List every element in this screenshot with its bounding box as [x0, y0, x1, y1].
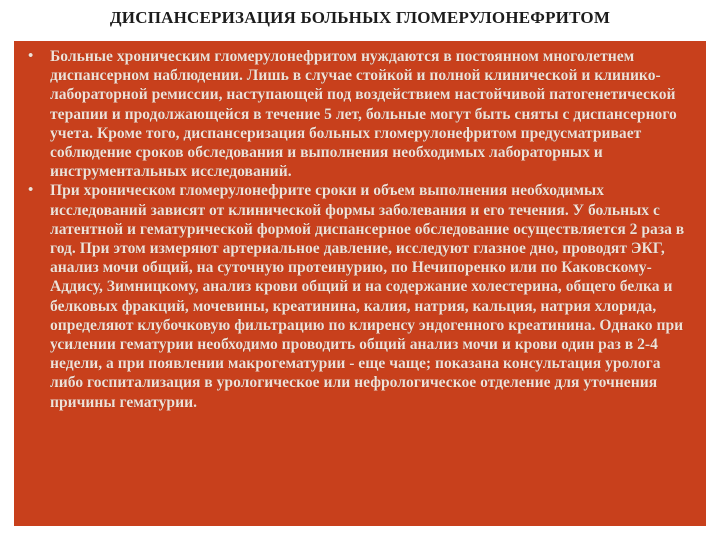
- bullet-icon: •: [28, 182, 34, 199]
- slide-title: ДИСПАНСЕРИЗАЦИЯ БОЛЬНЫХ ГЛОМЕРУЛОНЕФРИТОМ: [109, 8, 611, 27]
- bullet-text-2: При хроническом гломерулонефрите сроки и объем выполнения необходимых исследований зависят от клинической формы заболевания и его течения. У больных с латентной и гематурической формой диспансерное обследование осуществляется 2 раза в год. При этом измеряют артериальное давление, исследуют глазное дно, проводят ЭКГ, анализ мочи общий, на суточную протеинурию, по Нечипоренко или по Каковскому-Аддису, Зимницкому, анализ крови общий и на содержание холестерина, общего белка и белковых фракций, мочевины, креатинина, калия, натрия, кальция, натрия хлорида, определяют клубочковую фильтрацию по клиренсу эндогенного креатинина. Однако при усилении гематурии необходимо проводить общий анализ мочи и крови один раз в 2-4 недели, а при появлении макрогематурии - еще чаще; показана консультация уролога либо госпитализация в урологическое или нефрологическое отделение для уточнения причины гематурии.: [50, 182, 685, 411]
- bullet-icon: •: [28, 48, 34, 64]
- content-panel: [14, 41, 706, 526]
- bullet-item-1: [24, 47, 692, 181]
- bullet-list: [24, 47, 692, 412]
- bullet-text-1: Больные хроническим гломерулонефритом нуждаются в постоянном многолетнем диспансерном наблюдении. Лишь в случае стойкой и полной клинической и клинико-лабораторной ремиссии, наступающей под воздействием настойчивой патогенетической терапии и продолжающейся в течение 5 лет, больные могут быть сняты с диспансерного учета. Кроме того, диспансеризация больных гломерулонефритом предусматривает соблюдение сроков обследования и выполнения необходимых лабораторных и инструментальных исследований.: [50, 48, 677, 181]
- bullet-item-2: [24, 181, 692, 411]
